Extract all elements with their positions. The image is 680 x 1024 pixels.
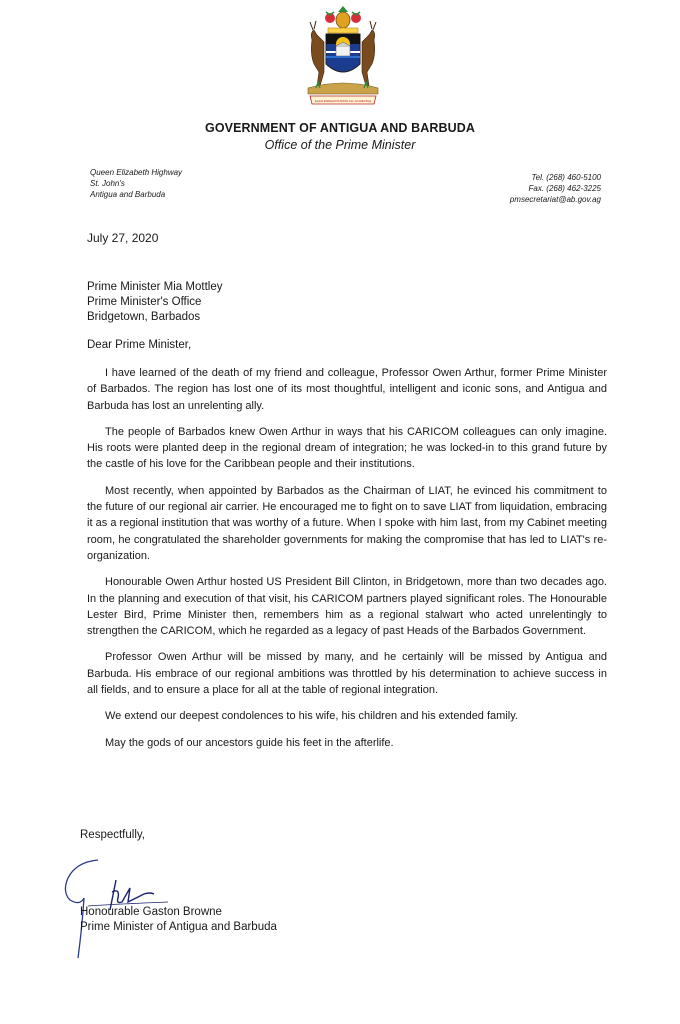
body-paragraph: May the gods of our ancestors guide his feet in the afterlife.: [105, 736, 394, 749]
signer-title: Prime Minister of Antigua and Barbuda: [80, 921, 277, 933]
body-paragraph: Most recently, when appointed by Barbados as the Chairman of LIAT, he evinced his commitment to the future of our regional air carrier. He encouraged me to fight on to save LIAT from liquidation, embracing it as a regional institution that was worthy of a future. When I spoke with him last, from my Cabinet meeting room, he congratulated the shareholder governments for making the compromise that has led to LIAT's re-organization.: [87, 484, 607, 562]
recipient-line: Bridgetown, Barbados: [87, 311, 201, 323]
recipient-block: [87, 280, 222, 325]
closing: Respectfully,: [80, 829, 145, 841]
letter-date: July 27, 2020: [87, 231, 159, 245]
body-paragraph: We extend our deepest condolences to his wife, his children and his extended family.: [105, 710, 518, 723]
government-name: GOVERNMENT OF ANTIGUA AND BARBUDA: [205, 121, 475, 135]
address-line: Antigua and Barbuda: [90, 190, 166, 199]
body-paragraph: I have learned of the death of my friend and colleague, Professor Owen Arthur, former Prime Minister of Barbados. The region has lost one of its most thoughtful, intelligent and iconic sons, and Antigua and Barbuda has lost an unrelenting ally.: [87, 367, 607, 412]
recipient-line: Prime Minister Mia Mottley: [87, 281, 223, 293]
office-address: [90, 167, 182, 200]
address-line: Queen Elizabeth Highway: [90, 168, 183, 177]
crest-motto: EACH ENDEAVOURING ALL ACHIEVING: [314, 99, 372, 103]
email-address: pmsecretariat@ab.gov.ag: [509, 195, 601, 204]
letter-body: [87, 365, 607, 761]
office-contact: [510, 172, 601, 205]
coat-of-arms-icon: [302, 6, 384, 110]
body-paragraph: The people of Barbados knew Owen Arthur in ways that his CARICOM colleagues can only imagine. His roots were planted deep in the regional dream of integration; he was locked-in to this grand future by the castle of his love for the Caribbean people and their institutions.: [87, 425, 607, 471]
telephone: Tel. (268) 460-5100: [531, 173, 601, 182]
body-paragraph: Professor Owen Arthur will be missed by many, and he certainly will be missed by Antigua and Barbuda. His embrace of our regional ambitions was throttled by his determination to achieve success in all fields, and to ensure a place for all at the table of regional integration.: [87, 651, 607, 697]
body-paragraph: Honourable Owen Arthur hosted US President Bill Clinton, in Bridgetown, more than two decades ago. In the planning and execution of that visit, his CARICOM partners played significant roles. The Honourable Lester Bird, Prime Minister then, remembers him as a regional stalwart who acted unrelentingly to strengthen the CARICOM, which he regarded as a legacy of past Heads of the Barbados Government.: [87, 576, 607, 638]
fax: Fax. (268) 462-3225: [528, 184, 601, 193]
salutation: Dear Prime Minister,: [87, 339, 192, 351]
signer-name: Honourable Gaston Browne: [80, 906, 222, 918]
office-name: Office of the Prime Minister: [264, 138, 416, 152]
recipient-line: Prime Minister's Office: [87, 296, 202, 308]
signer-block: [80, 905, 277, 935]
address-line: St. John's: [90, 179, 125, 188]
